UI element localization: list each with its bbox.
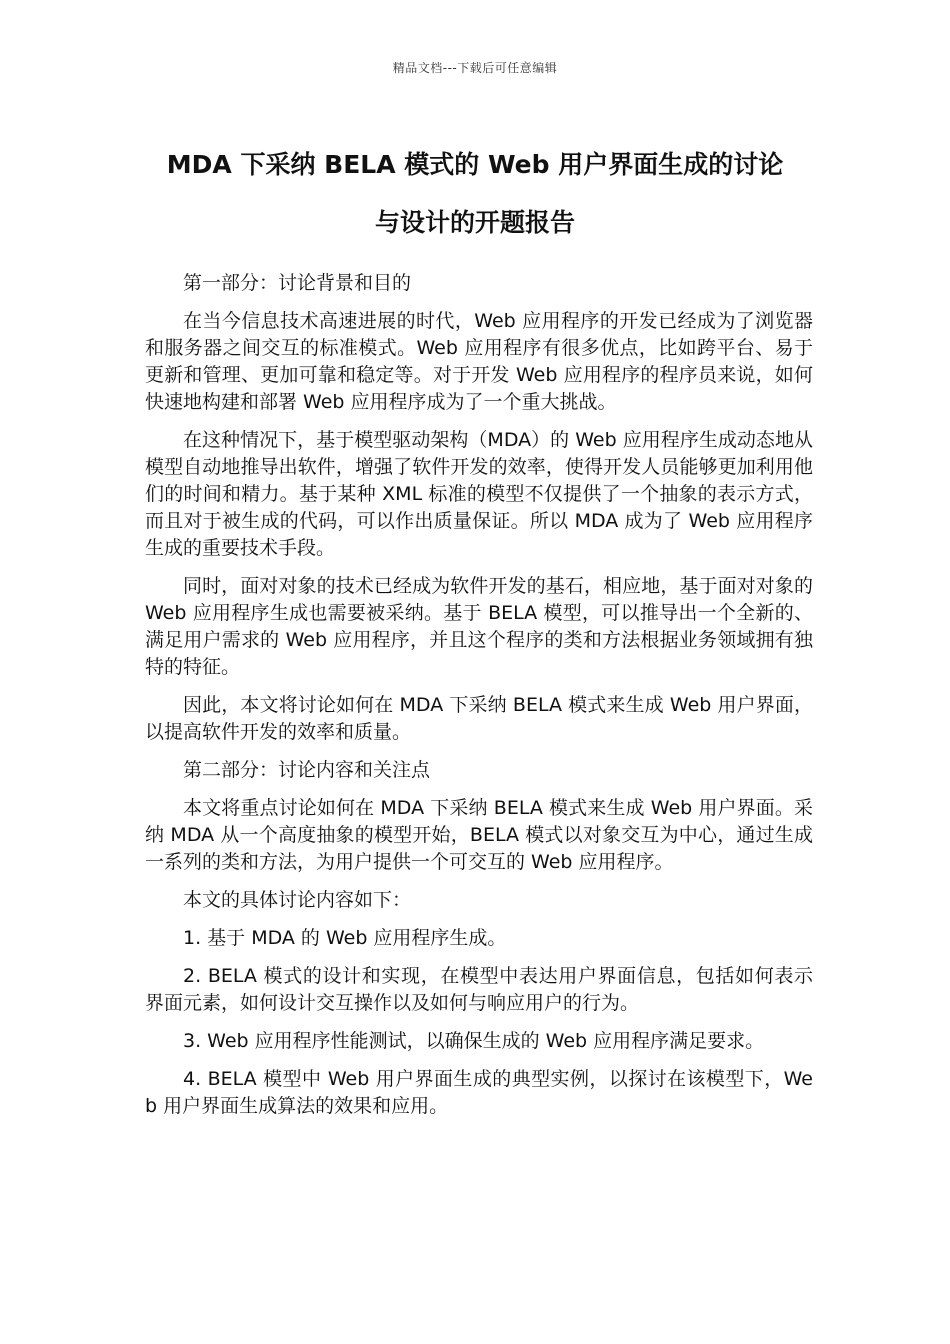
section-heading-2: 第二部分：讨论内容和关注点 bbox=[183, 759, 431, 781]
list-item-3: 3. Web 应用程序性能测试，以确保生成的 Web 应用程序满足要求。 bbox=[183, 1030, 765, 1052]
list-item-2: 2. BELA 模式的设计和实现，在模型中表达用户界面信息，包括如何表示界面元素，如何设计交互操作以及如何与响应用户的行为。 bbox=[145, 965, 813, 1014]
list-item-1: 1. 基于 MDA 的 Web 应用程序生成。 bbox=[183, 927, 507, 949]
paragraph-background-1: 在当今信息技术高速进展的时代，Web 应用程序的开发已经成为了浏览器和服务器之间交互的标准模式。Web 应用程序有很多优点，比如跨平台、易于更新和管理、更加可靠和稳定等。对于开发 Web 应用程序的程序员来说，如何快速地构建和部署 Web 应用程序成为了一个重大挑战。 bbox=[145, 310, 813, 413]
title-line-2: 与设计的开题报告 bbox=[374, 208, 575, 237]
document-body bbox=[145, 270, 813, 1131]
paragraph-content-1: 本文将重点讨论如何在 MDA 下采纳 BELA 模式来生成 Web 用户界面。采纳 MDA 从一个高度抽象的模型开始，BELA 模式以对象交互为中心，通过生成一系列的类和方法，为用户提供一个可交互的 Web 应用程序。 bbox=[145, 797, 813, 873]
paragraph-content-2: 本文的具体讨论内容如下： bbox=[183, 889, 412, 911]
paragraph-background-4: 因此，本文将讨论如何在 MDA 下采纳 BELA 模式来生成 Web 用户界面，以提高软件开发的效率和质量。 bbox=[145, 694, 813, 743]
paragraph-background-2: 在这种情况下，基于模型驱动架构（MDA）的 Web 应用程序生成动态地从模型自动地推导出软件，增强了软件开发的效率，使得开发人员能够更加利用他们的时间和精力。基于某种 XML 标准的模型不仅提供了一个抽象的表示方式，而且对于被生成的代码，可以作出质量保证。所以 MDA 成为了 Web 应用程序生成的重要技术手段。 bbox=[145, 429, 813, 559]
list-item-4: 4. BELA 模型中 Web 用户界面生成的典型实例，以探讨在该模型下，Web 用户界面生成算法的效果和应用。 bbox=[145, 1068, 813, 1117]
document-title bbox=[60, 136, 890, 252]
paragraph-background-3: 同时，面对对象的技术已经成为软件开发的基石，相应地，基于面对对象的 Web 应用程序生成也需要被采纳。基于 BELA 模型，可以推导出一个全新的、满足用户需求的 Web 应用程序，并且这个程序的类和方法根据业务领域拥有独特的特征。 bbox=[145, 575, 813, 678]
header-note: 精品文档---下载后可任意编辑 bbox=[392, 61, 558, 75]
section-heading-1: 第一部分：讨论背景和目的 bbox=[183, 272, 412, 294]
title-line-1: MDA 下采纳 BELA 模式的 Web 用户界面生成的讨论 bbox=[166, 150, 784, 179]
